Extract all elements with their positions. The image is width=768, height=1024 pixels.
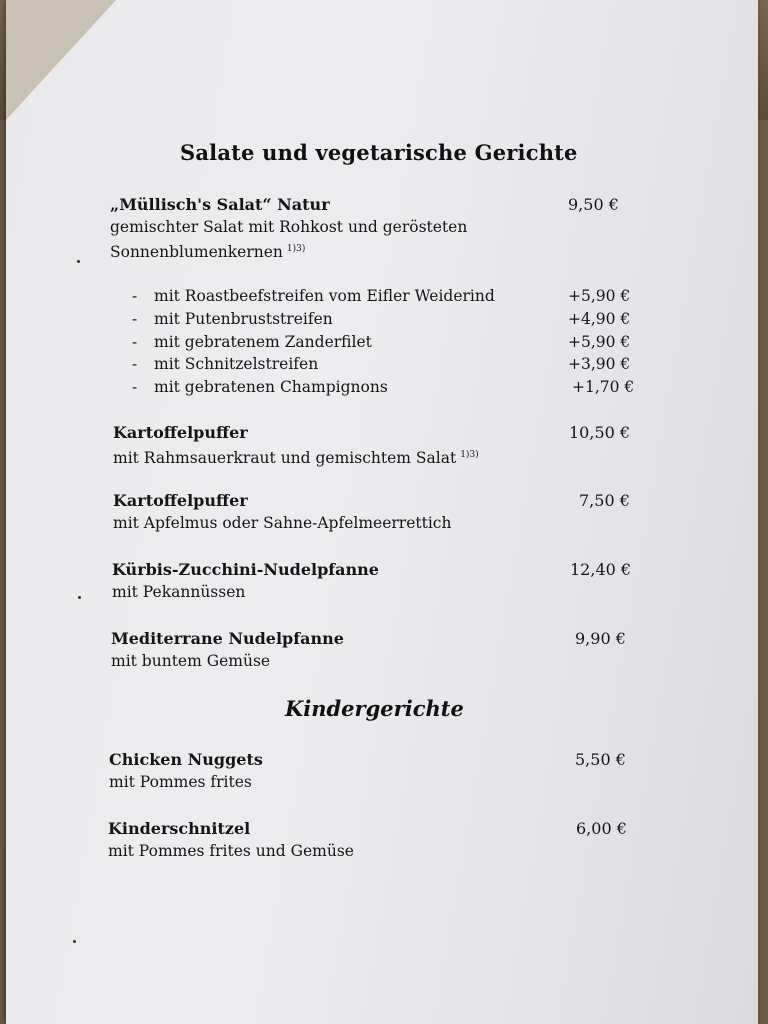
item-price: 7,50 € [579, 491, 630, 510]
item-desc: mit Pommes frites [109, 773, 252, 791]
item-price: 6,00 € [576, 819, 627, 838]
kids-section-title: Kindergerichte [285, 696, 464, 721]
item-desc-2: Sonnenblumenkernen $^{1)3)}$ [110, 243, 306, 262]
allergen-note: 1)3) [460, 450, 479, 460]
addon-item: - mit Putenbruststreifen +4,90 € [132, 310, 631, 328]
addon-price: +5,90 € [568, 287, 631, 305]
addon-item: - mit gebratenem Zanderfilet +5,90 € [132, 333, 631, 351]
addon-price: +3,90 € [568, 355, 631, 373]
item-price: 12,40 € [570, 560, 632, 579]
item-name: Kartoffelpuffer [113, 423, 248, 442]
menu-item-salad [110, 194, 640, 263]
addon-price: +1,70 € [572, 378, 635, 396]
addon-price: +4,90 € [568, 310, 631, 328]
kids-menu-item [109, 749, 639, 793]
menu-item [112, 559, 642, 603]
item-price: 9,90 € [575, 629, 626, 648]
item-name: Mediterrane Nudelpfanne [111, 629, 344, 648]
addon-item: - mit Roastbeefstreifen vom Eifler Weiderind +5,90 € [132, 287, 631, 305]
menu-item [113, 422, 643, 469]
item-name: Kartoffelpuffer [113, 491, 248, 510]
addon-label: mit Putenbruststreifen [154, 310, 333, 328]
item-name: „Müllisch's Salat“ Natur [110, 195, 330, 214]
item-desc: mit Pekannüssen [112, 583, 246, 601]
item-price: 5,50 € [575, 750, 626, 769]
paper-corner [6, 0, 116, 120]
paper-speck [78, 596, 81, 599]
menu-item [111, 628, 641, 672]
item-desc: mit Pommes frites und Gemüse [108, 842, 354, 860]
item-name: Kinderschnitzel [108, 819, 251, 838]
addon-item: - mit gebratenen Champignons +1,70 € [132, 378, 635, 396]
item-name: Kürbis-Zucchini-Nudelpfanne [112, 560, 379, 579]
item-price: 9,50 € [568, 195, 619, 214]
item-desc: mit Rahmsauerkraut und gemischtem Salat $^{1)3)}$ [113, 449, 479, 468]
item-desc: mit Apfelmus oder Sahne-Apfelmeerrettich [113, 514, 452, 532]
paper-speck [73, 940, 76, 943]
menu-item [113, 490, 643, 534]
addon-item: - mit Schnitzelstreifen +3,90 € [132, 355, 631, 373]
addon-label: mit Schnitzelstreifen [154, 355, 319, 373]
paper-speck [77, 260, 80, 263]
addon-label: mit gebratenem Zanderfilet [154, 333, 372, 351]
item-price: 10,50 € [569, 423, 631, 442]
addon-price: +5,90 € [568, 333, 631, 351]
addon-label: mit gebratenen Champignons [154, 378, 388, 396]
item-name: Chicken Nuggets [109, 750, 263, 769]
item-desc: mit buntem Gemüse [111, 652, 271, 670]
allergen-note: 1)3) [286, 244, 306, 254]
addon-label: mit Roastbeefstreifen vom Eifler Weiderind [154, 287, 495, 305]
kids-menu-item [108, 818, 638, 862]
section-title: Salate und vegetarische Gerichte [180, 140, 578, 165]
item-desc: gemischter Salat mit Rohkost und gerösteten [110, 218, 468, 236]
